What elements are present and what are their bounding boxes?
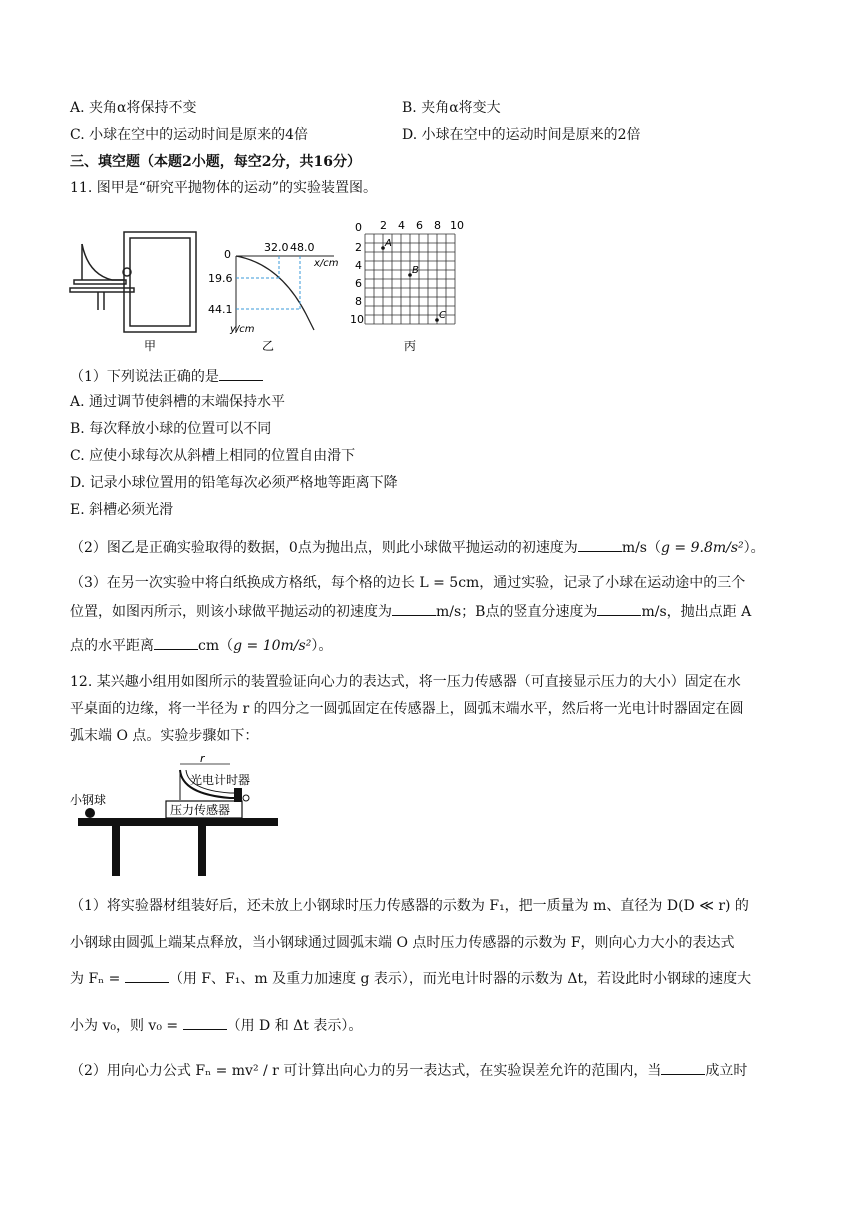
bing-ytick-3: 6 [355, 277, 362, 290]
q12-line3: 弧末端 O 点。实验步骤如下： [70, 728, 259, 744]
q12-part1-line4: 小为 v₀，则 v₀ = （用 D 和 Δt 表示）。 [70, 1015, 362, 1036]
bing-ytick-2: 4 [355, 259, 362, 272]
option-a: A. 夹角α将保持不变 [70, 100, 197, 116]
figure-yi-caption: 乙 [262, 339, 275, 353]
answer-blank[interactable] [125, 968, 169, 983]
q11-part3-line1: （3）在另一次实验中将白纸换成方格纸，每个格的边长 L = 5cm，通过实验，记录了小球在运动途中的三个 [70, 575, 746, 591]
q12-part2: （2）用向心力公式 Fₙ = mv² / r 可计算出向心力的另一表达式，在实验误差允许的范围内，当 成立时 [70, 1060, 747, 1081]
bing-point-a: A [385, 238, 392, 249]
q11-part1-stem: （1）下列说法正确的是 [70, 366, 263, 387]
section-title: 三、填空题（本题2小题，每空2分，共16分） [70, 154, 361, 170]
answer-blank[interactable] [597, 601, 641, 616]
q11-option-b: B. 每次释放小球的位置可以不同 [70, 421, 272, 437]
sensor-label: 压力传感器 [170, 803, 231, 817]
bing-point-c: C [439, 310, 446, 321]
q12-part1-line3: 为 Fₙ = （用 F、F₁、m 及重力加速度 g 表示），而光电计时器的示数为 Δt，若设此时小钢球的速度大 [70, 968, 751, 989]
q11-option-d: D. 记录小球位置用的铅笔每次必须严格地等距离下降 [70, 475, 398, 491]
yi-ytick-2: 44.1 [208, 303, 233, 316]
bing-origin: 0 [355, 221, 362, 234]
bing-ytick-5: 10 [350, 313, 364, 326]
bing-xtick-3: 6 [416, 219, 423, 232]
table-leg-right [198, 826, 206, 876]
photo-timer-icon [234, 788, 242, 802]
yi-xtick-2: 48.0 [290, 241, 315, 254]
yi-xtick-1: 32.0 [264, 241, 289, 254]
q12-line1: 12. 某兴趣小组用如图所示的装置验证向心力的表达式，将一压力传感器（可直接显示压力的大小）固定在水 [70, 674, 741, 690]
yi-x-axis-label: x/cm [314, 258, 339, 269]
bing-xtick-1: 2 [380, 219, 387, 232]
yi-ytick-1: 19.6 [208, 272, 233, 285]
steel-ball-icon [85, 808, 95, 818]
table-top [78, 818, 278, 826]
answer-blank[interactable] [661, 1060, 705, 1075]
figure-bing-caption: 丙 [404, 339, 417, 353]
answer-blank[interactable] [154, 635, 198, 650]
radius-label: r [200, 756, 205, 765]
figure-jia-apparatus [70, 232, 196, 332]
q11-option-e: E. 斜槽必须光滑 [70, 502, 174, 518]
table-leg-left [112, 826, 120, 876]
q11-intro: 11. 图甲是“研究平抛物体的运动”的实验装置图。 [70, 180, 378, 196]
bing-xtick-4: 8 [434, 219, 441, 232]
ball-label: 小钢球 [70, 793, 107, 807]
answer-blank[interactable] [183, 1015, 227, 1030]
q11-part2: （2）图乙是正确实验取得的数据，0点为抛出点，则此小球做平抛运动的初速度为 m/s（g = 9.8m/s²）。 [70, 537, 765, 558]
bing-ytick-1: 2 [355, 241, 362, 254]
figure-jia-caption: 甲 [144, 339, 157, 353]
yi-y-axis-label: y/cm [230, 324, 255, 335]
q11-part3-line2: 位置，如图丙所示，则该小球做平抛运动的初速度为 m/s；B点的竖直分速度为 m/s，抛出点距 A [70, 601, 751, 622]
q12-part1-line2: 小钢球由圆弧上端某点释放，当小钢球通过圆弧末端 O 点时压力传感器的示数为 F，则向心力大小的表达式 [70, 935, 735, 951]
q11-figures [68, 214, 488, 354]
q12-part1-line1: （1）将实验器材组装好后，还未放上小钢球时压力传感器的示数为 F₁，把一质量为 m、直径为 D(D ≪ r) 的 [70, 898, 749, 914]
yi-origin: 0 [224, 248, 231, 261]
q12-line2: 平桌面的边缘，将一半径为 r 的四分之一圆弧固定在传感器上，圆弧末端水平，然后将一光电计时器固定在圆 [70, 701, 744, 717]
answer-blank[interactable] [392, 601, 436, 616]
option-b: B. 夹角α将变大 [402, 100, 501, 116]
answer-blank[interactable] [578, 537, 622, 552]
q12-apparatus-figure [70, 756, 310, 880]
bing-xtick-2: 4 [398, 219, 405, 232]
bing-ytick-4: 8 [355, 295, 362, 308]
q11-part3-line3: 点的水平距离 cm（g = 10m/s²）。 [70, 635, 332, 656]
timer-label: 光电计时器 [190, 773, 251, 787]
bing-point-b: B [412, 265, 419, 276]
option-c: C. 小球在空中的运动时间是原来的4倍 [70, 127, 309, 143]
answer-blank[interactable] [219, 366, 263, 381]
option-d: D. 小球在空中的运动时间是原来的2倍 [402, 127, 641, 143]
q11-option-c: C. 应使小球每次从斜槽上相同的位置自由滑下 [70, 448, 356, 464]
bing-xtick-5: 10 [450, 219, 464, 232]
q11-option-a: A. 通过调节使斜槽的末端保持水平 [70, 394, 286, 410]
